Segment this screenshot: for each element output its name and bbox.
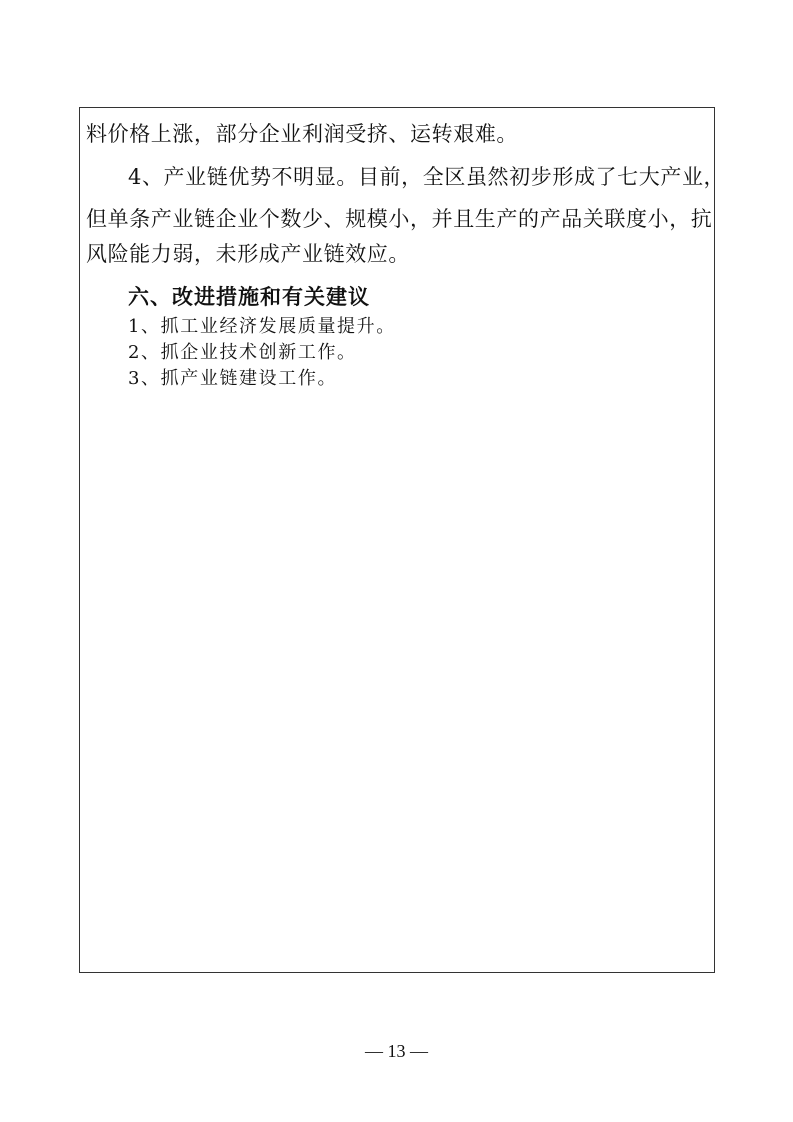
list-item: 2、抓企业技术创新工作。: [128, 342, 357, 363]
section-heading: 六、改进措施和有关建议: [128, 285, 370, 309]
paragraph-line: 料价格上涨，部分企业利润受挤、运转艰难。: [86, 122, 518, 146]
paragraph-line: 但单条产业链企业个数少、规模小，并且生产的产品关联度小，抗: [86, 207, 713, 231]
page-number: — 13 —: [365, 1041, 428, 1061]
paragraph-line: 风险能力弱，未形成产业链效应。: [86, 242, 410, 266]
paragraph-line: 4、产业链优势不明显。目前，全区虽然初步形成了七大产业，: [128, 165, 726, 189]
content-table-frame: [79, 107, 726, 973]
list-item: 1、抓工业经济发展质量提升。: [128, 316, 396, 337]
list-item: 3、抓产业链建设工作。: [128, 368, 338, 389]
